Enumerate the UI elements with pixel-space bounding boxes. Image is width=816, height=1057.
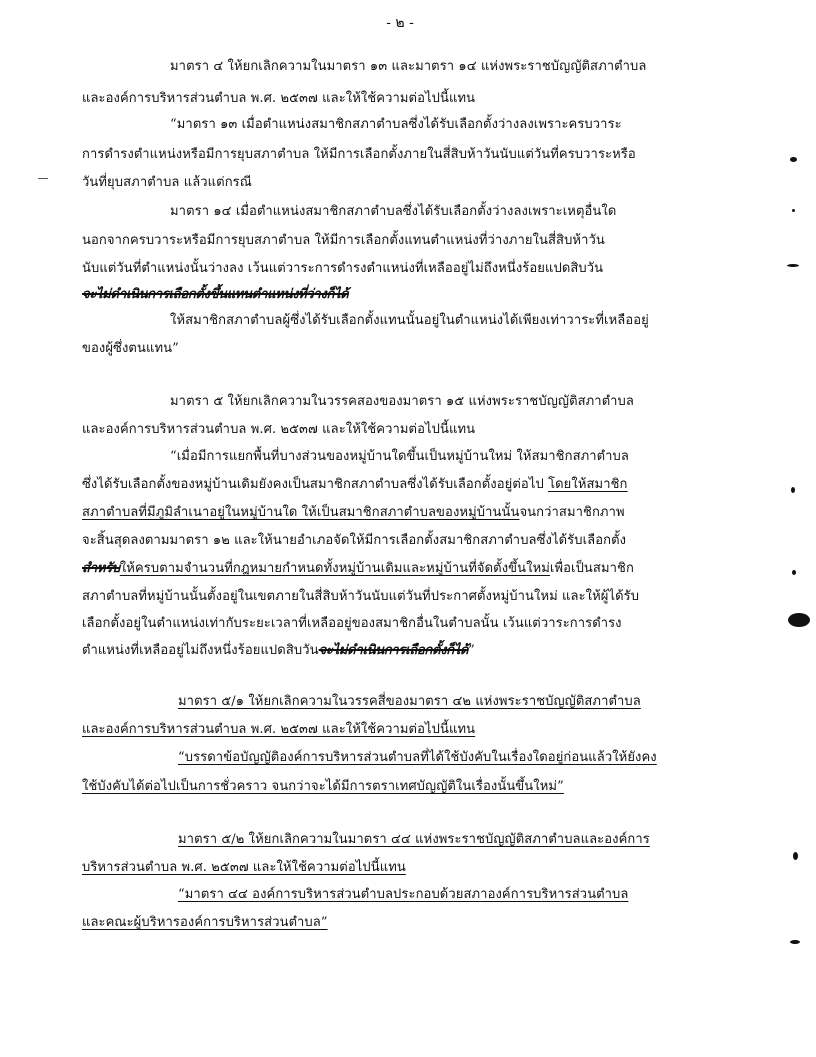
section14-line6: ของผู้ซึ่งตนแทน” <box>82 341 179 356</box>
scan-speck-mark <box>790 157 797 162</box>
section5-quote-line4: จะสิ้นสุดลงตามมาตรา ๑๒ และให้นายอำเภอจัดให้มีการเลือกตั้งสมาชิกสภาตำบลซึ่งได้รับเลือกตั้ง <box>82 533 627 548</box>
scan-speck-mark <box>792 209 795 212</box>
scan-speck-mark <box>792 570 796 575</box>
section5-quote-line2-text: ซึ่งได้รับเลือกตั้งของหมู่บ้านเดิมยังคงเป็นสมาชิกสภาตำบลซึ่งได้รับเลือกตั้งอยู่ต่อไป <box>82 477 549 492</box>
section5-1-intro-line2: และองค์การบริหารส่วนตำบล พ.ศ. ๒๕๓๗ และให้ใช้ความต่อไปนี้แทน <box>82 722 476 737</box>
scan-speck-mark <box>787 264 799 267</box>
section14-line2: นอกจากครบวาระหรือมีการยุบสภาตำบล ให้มีการเลือกตั้งแทนตำแหน่งที่ว่างภายในสี่สิบห้าวัน <box>82 233 605 248</box>
section5-quote-line2 <box>82 476 628 494</box>
section5-quote-line5-underlined: ให้ครบตามจำนวนที่กฎหมายกำหนดทั้งหมู่บ้านเดิมและหมู่บ้านที่จัดตั้งขึ้นใหม่ <box>119 561 550 576</box>
section5-2-intro-line1: มาตรา ๕/๒ ให้ยกเลิกความในมาตรา ๔๔ แห่งพระราชบัญญัติสภาตำบลและองค์การ <box>178 832 650 847</box>
scan-dash-mark <box>38 178 48 179</box>
section5-quote-line8-struck: จะไม่ดำเนินการเลือกตั้งก็ได้ <box>318 643 469 658</box>
section5-quote-line3 <box>82 504 625 522</box>
section5-quote-line3-underlined: สภาตำบลที่มีภูมิลำเนาอยู่ในหมู่บ้านใด ให้เป็นสมาชิกสภาตำบลของหมู่บ้านนั้น <box>82 505 520 520</box>
section5-quote-line7: เลือกตั้งอยู่ในตำแหน่งเท่ากับระยะเวลาที่เหลืออยู่ของสมาชิกอื่นในตำบลนั้น เว้นแต่วาระการดำรง <box>82 616 622 631</box>
page-number: - ๒ - <box>386 15 414 31</box>
section14-line1: มาตรา ๑๔ เมื่อตำแหน่งสมาชิกสภาตำบลซึ่งได้รับเลือกตั้งว่างลงเพราะเหตุอื่นใด <box>170 204 617 219</box>
section5-1-intro-line1: มาตรา ๕/๑ ให้ยกเลิกความในวรรคสี่ของมาตรา ๔๒ แห่งพระราชบัญญัติสภาตำบล <box>178 694 641 709</box>
section5-quote-line1: “เมื่อมีการแยกพื้นที่บางส่วนของหมู่บ้านใดขึ้นเป็นหมู่บ้านใหม่ ให้สมาชิกสภาตำบล <box>170 449 629 464</box>
scan-speck-mark <box>793 852 798 860</box>
scan-blot-mark <box>788 613 810 627</box>
section14-line5: ให้สมาชิกสภาตำบลผู้ซึ่งได้รับเลือกตั้งแทนนั้นอยู่ในตำแหน่งได้เพียงเท่าวาระที่เหลืออยู่ <box>170 313 649 328</box>
section5-quote-line5-struck: สำหรับ <box>82 561 120 576</box>
section5-2-quote-line1: “มาตรา ๔๔ องค์การบริหารส่วนตำบลประกอบด้วยสภาองค์การบริหารส่วนตำบล <box>178 887 629 902</box>
section5-quote-line5-text: เพื่อเป็นสมาชิก <box>549 561 634 576</box>
section4-intro-line2: และองค์การบริหารส่วนตำบล พ.ศ. ๒๕๓๗ และให้ใช้ความต่อไปนี้แทน <box>82 91 476 106</box>
section5-1-quote-line1: “บรรดาข้อบัญญัติองค์การบริหารส่วนตำบลที่ได้ใช้บังคับในเรื่องใดอยู่ก่อนแล้วให้ยังคง <box>178 750 657 765</box>
section5-quote-line3-text: จนกว่าสมาชิกภาพ <box>519 505 625 520</box>
scan-speck-mark <box>791 487 795 493</box>
section13-line2: การดำรงตำแหน่งหรือมีการยุบสภาตำบล ให้มีการเลือกตั้งภายในสี่สิบห้าวันนับแต่วันที่ครบวาระหรือ <box>82 147 636 162</box>
section5-quote-line2-underlined: โดยให้สมาชิก <box>548 477 628 492</box>
section5-2-quote-line2: และคณะผู้บริหารองค์การบริหารส่วนตำบล” <box>82 915 328 930</box>
section5-quote-line8-end: ” <box>468 643 475 658</box>
section5-quote-line8 <box>82 642 475 660</box>
section5-1-quote-line2: ใช้บังคับได้ต่อไปเป็นการชั่วคราว จนกว่าจะได้มีการตราเทศบัญญัติในเรื่องนั้นขึ้นใหม่” <box>82 779 564 794</box>
section5-quote-line8-text: ตำแหน่งที่เหลืออยู่ไม่ถึงหนึ่งร้อยแปดสิบวัน <box>82 643 319 658</box>
scan-speck-mark <box>790 940 800 944</box>
section5-quote-line5 <box>82 560 634 578</box>
section5-2-intro-line2: บริหารส่วนตำบล พ.ศ. ๒๕๓๗ และให้ใช้ความต่อไปนี้แทน <box>82 860 406 875</box>
section14-struck-line: จะไม่ดำเนินการเลือกตั้งขึ้นแทนตำแหน่งที่ว่างก็ได้ <box>82 287 349 302</box>
section5-intro-line1: มาตรา ๕ ให้ยกเลิกความในวรรคสองของมาตรา ๑๕ แห่งพระราชบัญญัติสภาตำบล <box>170 394 634 409</box>
section14-line3: นับแต่วันที่ตำแหน่งนั้นว่างลง เว้นแต่วาระการดำรงตำแหน่งที่เหลืออยู่ไม่ถึงหนึ่งร้อยแปดสิบวัน <box>82 261 604 276</box>
section5-quote-line6: สภาตำบลที่หมู่บ้านนั้นตั้งอยู่ในเขตภายในสี่สิบห้าวันนับแต่วันที่ประกาศตั้งหมู่บ้านใหม่ และให้ผู้ได้รับ <box>82 589 640 604</box>
section4-intro-line1: มาตรา ๔ ให้ยกเลิกความในมาตรา ๑๓ และมาตรา ๑๔ แห่งพระราชบัญญัติสภาตำบล <box>170 59 647 74</box>
section13-line1: “มาตรา ๑๓ เมื่อตำแหน่งสมาชิกสภาตำบลซึ่งได้รับเลือกตั้งว่างลงเพราะครบวาระ <box>170 117 622 132</box>
section13-line3: วันที่ยุบสภาตำบล แล้วแต่กรณี <box>82 175 252 190</box>
section5-intro-line2: และองค์การบริหารส่วนตำบล พ.ศ. ๒๕๓๗ และให้ใช้ความต่อไปนี้แทน <box>82 422 476 437</box>
